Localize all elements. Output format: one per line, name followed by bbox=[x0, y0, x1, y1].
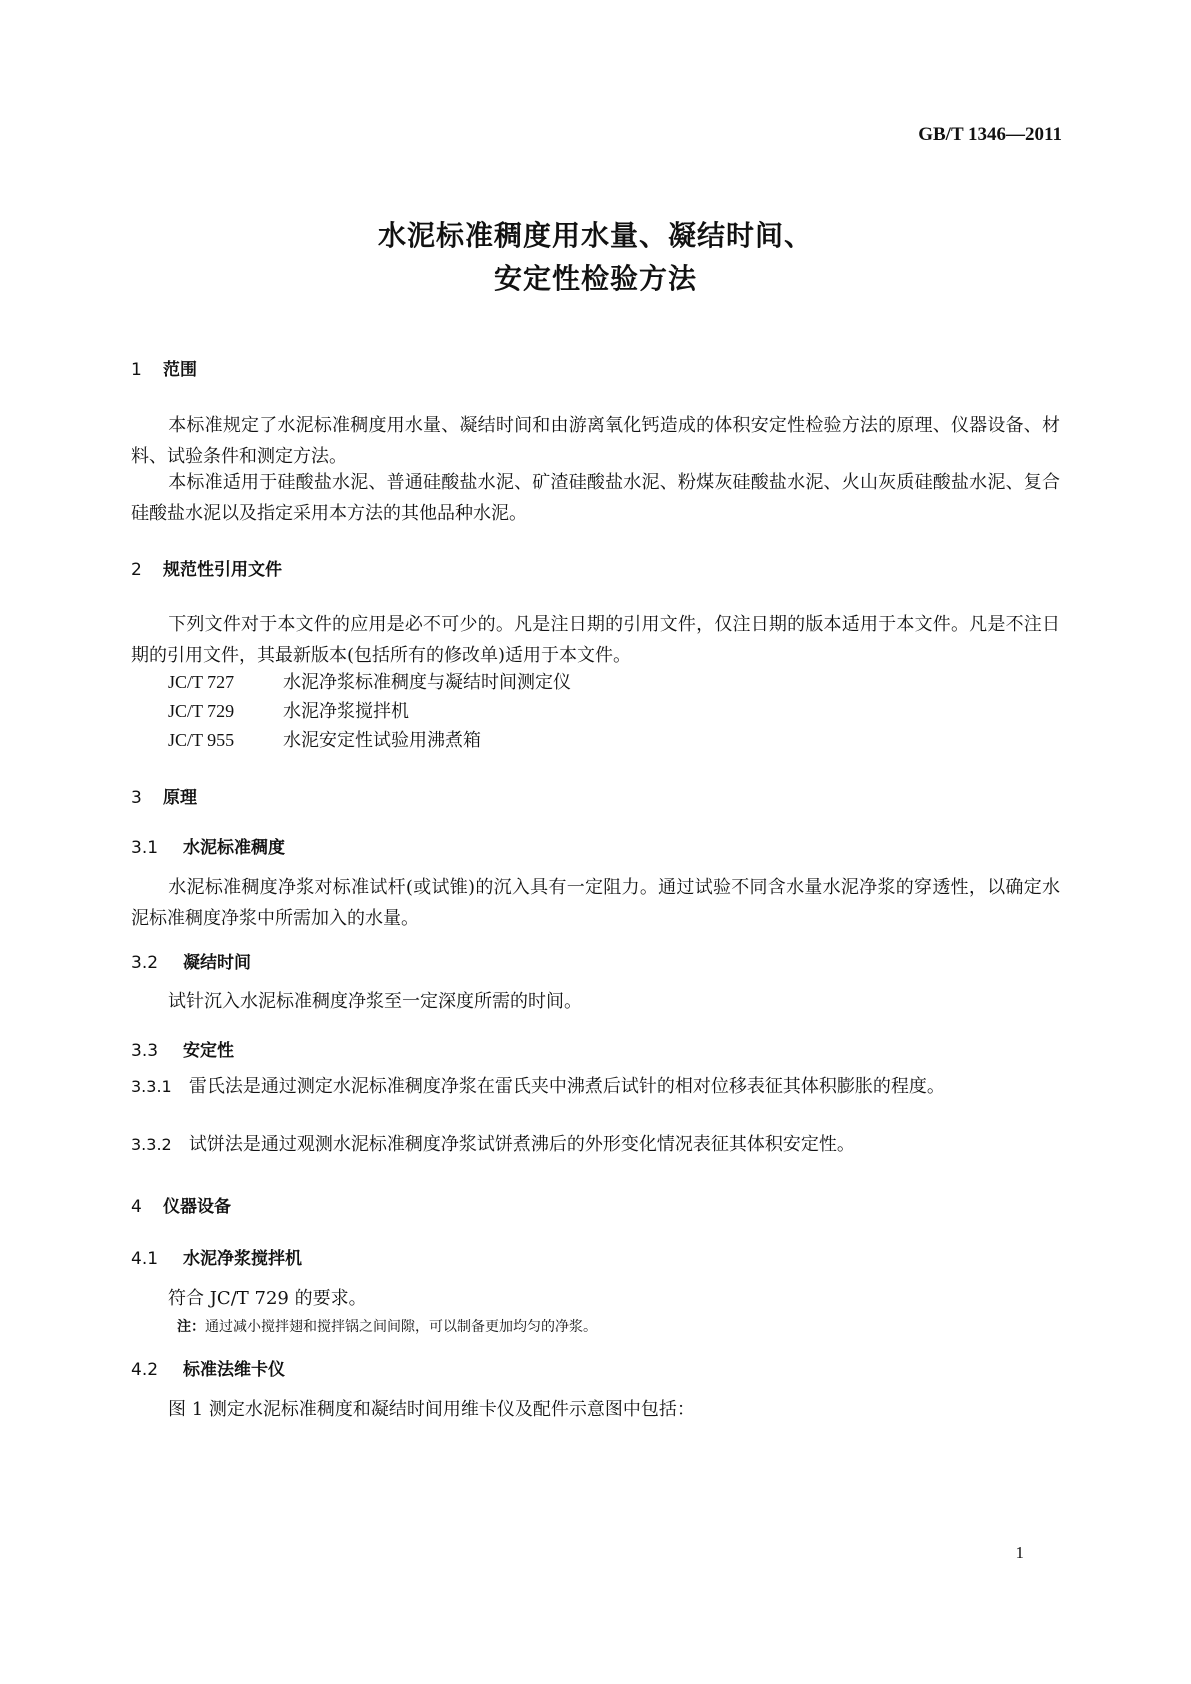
note bbox=[177, 1316, 597, 1336]
section-4-2-heading bbox=[131, 1355, 285, 1380]
section-number: 1 bbox=[131, 360, 142, 380]
section-number: 3 bbox=[131, 788, 142, 808]
reference-code: JC/T 729 bbox=[168, 701, 235, 721]
section-title: 安定性 bbox=[183, 1041, 234, 1061]
section-number: 4.2 bbox=[131, 1360, 159, 1380]
section-title: 水泥净浆搅拌机 bbox=[183, 1249, 302, 1269]
clause-number: 3.3.2 bbox=[131, 1135, 172, 1154]
section-3-2-paragraph bbox=[131, 986, 1060, 1017]
section-3-3-2-paragraph bbox=[131, 1129, 1060, 1160]
section-4-1-heading bbox=[131, 1244, 302, 1269]
reference-code: JC/T 727 bbox=[168, 672, 235, 692]
paragraph-text: 本标准适用于硅酸盐水泥、普通硅酸盐水泥、矿渣硅酸盐水泥、粉煤灰硅酸盐水泥、火山灰质硅酸盐水泥、复合硅酸盐水泥以及指定采用本方法的其他品种水泥。 bbox=[131, 472, 1060, 524]
page-number: 1 bbox=[1015, 1543, 1024, 1562]
section-3-2-heading bbox=[131, 948, 251, 973]
document-title-line1: 水泥标准稠度用水量、凝结时间、 bbox=[377, 219, 813, 252]
section-1-paragraph-1 bbox=[131, 410, 1060, 472]
section-number: 3.1 bbox=[131, 838, 159, 858]
section-number: 4.1 bbox=[131, 1249, 159, 1269]
section-number: 2 bbox=[131, 560, 142, 580]
section-3-heading bbox=[131, 783, 197, 808]
section-title: 原理 bbox=[163, 788, 197, 808]
section-4-2-paragraph bbox=[131, 1394, 1060, 1425]
section-title: 仪器设备 bbox=[163, 1197, 231, 1217]
section-3-3-heading bbox=[131, 1036, 234, 1061]
section-title: 标准法维卡仪 bbox=[183, 1360, 285, 1380]
section-number: 3.2 bbox=[131, 953, 159, 973]
section-1-heading bbox=[131, 355, 197, 380]
paragraph-text: 本标准规定了水泥标准稠度用水量、凝结时间和由游离氧化钙造成的体积安定性检验方法的原理、仪器设备、材料、试验条件和测定方法。 bbox=[131, 415, 1060, 467]
section-3-1-heading bbox=[131, 833, 285, 858]
reference-item bbox=[168, 668, 571, 694]
section-title: 凝结时间 bbox=[183, 953, 251, 973]
section-title: 范围 bbox=[163, 360, 197, 380]
section-title: 规范性引用文件 bbox=[163, 560, 282, 580]
note-label: 注： bbox=[177, 1319, 205, 1335]
reference-title: 水泥安定性试验用沸煮箱 bbox=[283, 730, 481, 751]
section-4-heading bbox=[131, 1192, 231, 1217]
section-title: 水泥标准稠度 bbox=[183, 838, 285, 858]
section-3-3-1-paragraph bbox=[131, 1071, 1060, 1102]
section-number: 4 bbox=[131, 1197, 142, 1217]
document-title-line2: 安定性检验方法 bbox=[493, 262, 697, 295]
section-1-paragraph-2 bbox=[131, 467, 1060, 529]
section-number: 3.3 bbox=[131, 1041, 159, 1061]
standard-number: GB/T 1346—2011 bbox=[918, 124, 1062, 145]
paragraph-text: 符合 JC/T 729 的要求。 bbox=[168, 1288, 367, 1309]
paragraph-text: 试饼法是通过观测水泥标准稠度净浆试饼煮沸后的外形变化情况表征其体积安定性。 bbox=[188, 1134, 855, 1155]
clause-number: 3.3.1 bbox=[131, 1077, 172, 1096]
section-4-1-paragraph bbox=[131, 1283, 1060, 1314]
section-3-1-paragraph bbox=[131, 872, 1060, 934]
reference-title: 水泥净浆标准稠度与凝结时间测定仪 bbox=[283, 672, 571, 693]
reference-code: JC/T 955 bbox=[168, 730, 235, 750]
section-2-heading bbox=[131, 555, 282, 580]
reference-item bbox=[168, 726, 481, 752]
paragraph-text: 试针沉入水泥标准稠度净浆至一定深度所需的时间。 bbox=[168, 991, 582, 1012]
paragraph-text: 下列文件对于本文件的应用是必不可少的。凡是注日期的引用文件，仅注日期的版本适用于本文件。凡是不注日期的引用文件，其最新版本(包括所有的修改单)适用于本文件。 bbox=[131, 614, 1060, 666]
paragraph-text: 图 1 测定水泥标准稠度和凝结时间用维卡仪及配件示意图中包括： bbox=[168, 1399, 695, 1420]
reference-item bbox=[168, 697, 409, 723]
note-text: 通过减小搅拌翅和搅拌锅之间间隙，可以制备更加均匀的净浆。 bbox=[205, 1319, 597, 1335]
section-2-paragraph bbox=[131, 609, 1060, 671]
reference-title: 水泥净浆搅拌机 bbox=[283, 701, 409, 722]
paragraph-text: 雷氏法是通过测定水泥标准稠度净浆在雷氏夹中沸煮后试针的相对位移表征其体积膨胀的程度。 bbox=[188, 1076, 945, 1097]
paragraph-text: 水泥标准稠度净浆对标准试杆(或试锥)的沉入具有一定阻力。通过试验不同含水量水泥净浆的穿透性，以确定水泥标准稠度净浆中所需加入的水量。 bbox=[131, 877, 1060, 929]
